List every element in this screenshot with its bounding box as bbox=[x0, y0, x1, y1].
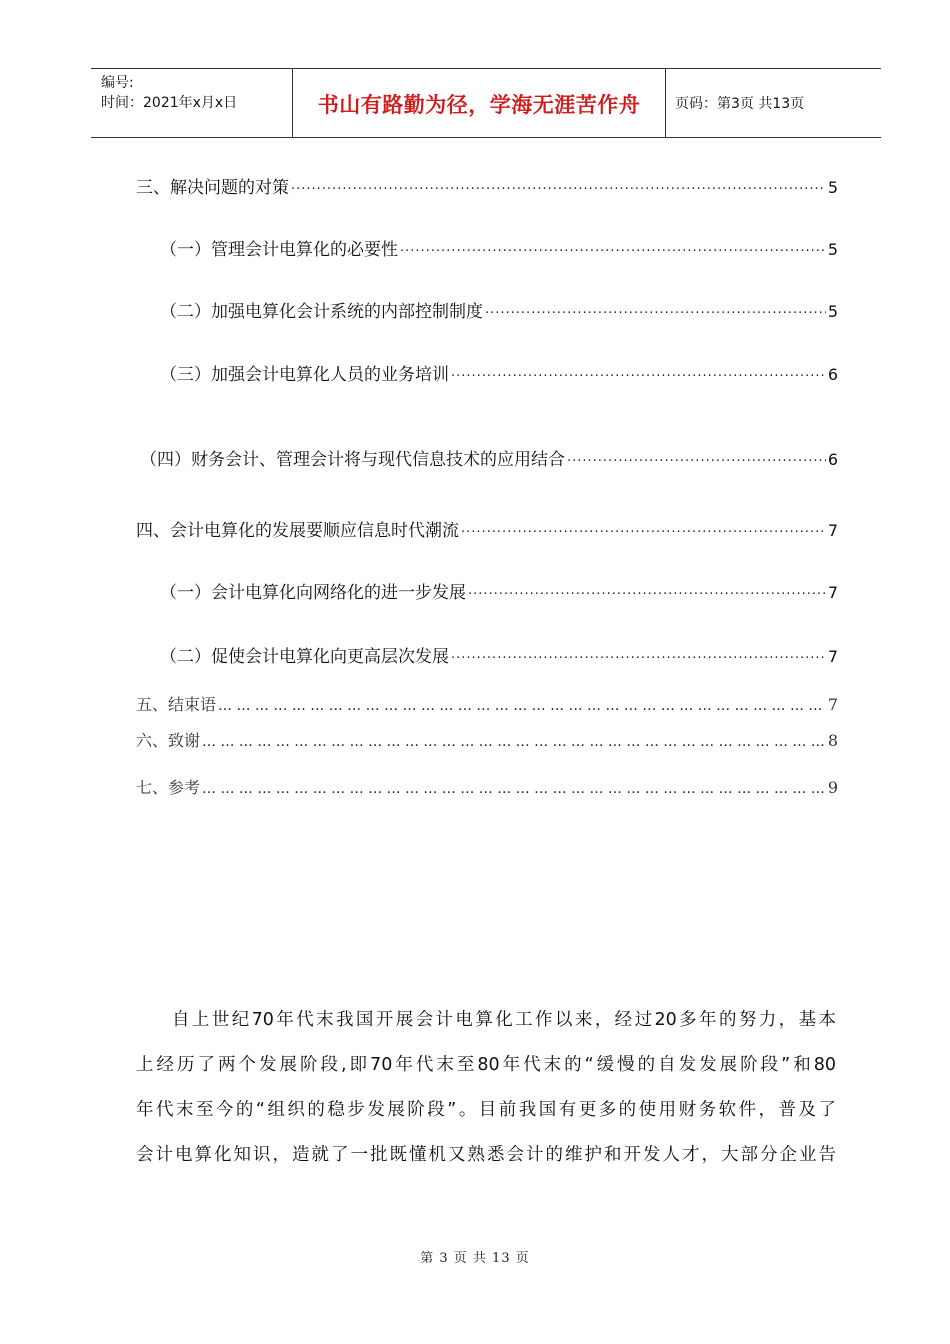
toc-entry-page: 7 bbox=[827, 647, 838, 666]
toc-entry-page: 9 bbox=[827, 778, 838, 797]
toc-entry-page: 6 bbox=[827, 365, 838, 384]
toc-leader bbox=[202, 781, 826, 797]
time-label: 时间：2021年x月x日 bbox=[101, 95, 238, 111]
body-line: 自上世纪70年代末我国开展会计电算化工作以来，经过20多年的努力，基本 bbox=[172, 1010, 836, 1030]
toc-entry-title: （四）财务会计、管理会计将与现代信息技术的应用结合 bbox=[140, 450, 565, 470]
toc-entry-page: 7 bbox=[827, 695, 838, 714]
toc-entry-title: 六、致谢 bbox=[136, 731, 201, 750]
toc-entry-page: 5 bbox=[827, 178, 838, 197]
page-footer: 第 3 页 共 13 页 bbox=[420, 1251, 530, 1266]
toc-leader bbox=[485, 306, 826, 321]
toc-leader bbox=[451, 369, 826, 384]
toc-entry-title: 四、会计电算化的发展要顺应信息时代潮流 bbox=[136, 521, 459, 541]
toc-entry[interactable] bbox=[160, 578, 838, 603]
toc-entry-page: 6 bbox=[827, 450, 838, 469]
toc-entry[interactable] bbox=[160, 235, 838, 260]
toc-leader bbox=[567, 454, 826, 469]
body-line: 年代末至今的“组织的稳步发展阶段”。目前我国有更多的使用财务软件，普及了 bbox=[136, 1100, 836, 1120]
toc-entry[interactable] bbox=[160, 642, 838, 667]
toc-entry-title: （一）管理会计电算化的必要性 bbox=[160, 240, 398, 260]
toc-entry-page: 8 bbox=[827, 731, 838, 750]
header-left-cell bbox=[101, 73, 237, 113]
toc-entry[interactable] bbox=[136, 775, 838, 798]
header-page-info: 页码：第3页 共13页 bbox=[675, 96, 805, 112]
toc-entry[interactable] bbox=[160, 297, 838, 322]
document-header bbox=[91, 68, 881, 138]
toc-entry[interactable] bbox=[160, 360, 838, 385]
toc-leader bbox=[461, 525, 826, 540]
toc-entry-title: （二）促使会计电算化向更高层次发展 bbox=[160, 647, 449, 667]
toc-entry-title: 三、解决问题的对策 bbox=[136, 178, 289, 198]
toc-leader bbox=[218, 698, 826, 714]
body-line: 会计电算化知识，造就了一批既懂机又熟悉会计的维护和开发人才，大部分企业告 bbox=[136, 1145, 836, 1165]
toc-entry-title: 五、结束语 bbox=[136, 695, 217, 714]
toc-entry[interactable] bbox=[140, 445, 838, 470]
toc-leader bbox=[400, 244, 826, 259]
toc-entry-page: 5 bbox=[827, 302, 838, 321]
toc-entry[interactable] bbox=[136, 173, 838, 198]
toc-leader bbox=[291, 182, 826, 197]
toc-entry-title: 七、参考 bbox=[136, 778, 201, 797]
body-paragraph bbox=[136, 998, 836, 1178]
header-motto: 书山有路勤为径，学海无涯苦作舟 bbox=[317, 92, 641, 117]
toc-entry-page: 7 bbox=[827, 521, 838, 540]
toc-entry-page: 7 bbox=[827, 583, 838, 602]
number-label: 编号: bbox=[101, 75, 134, 91]
toc-entry-title: （二）加强电算化会计系统的内部控制制度 bbox=[160, 302, 483, 322]
body-line: 上经历了两个发展阶段,即70年代末至80年代末的“缓慢的自发发展阶段”和80 bbox=[136, 1055, 836, 1075]
toc-entry-page: 5 bbox=[827, 240, 838, 259]
toc-entry-title: （三）加强会计电算化人员的业务培训 bbox=[160, 365, 449, 385]
toc-leader bbox=[451, 651, 826, 666]
toc-leader bbox=[202, 734, 826, 750]
toc-entry[interactable] bbox=[136, 728, 838, 751]
toc-entry[interactable] bbox=[136, 692, 838, 715]
toc-entry[interactable] bbox=[136, 516, 838, 541]
header-divider bbox=[665, 69, 666, 137]
toc-leader bbox=[468, 587, 826, 602]
toc-entry-title: （一）会计电算化向网络化的进一步发展 bbox=[160, 583, 466, 603]
